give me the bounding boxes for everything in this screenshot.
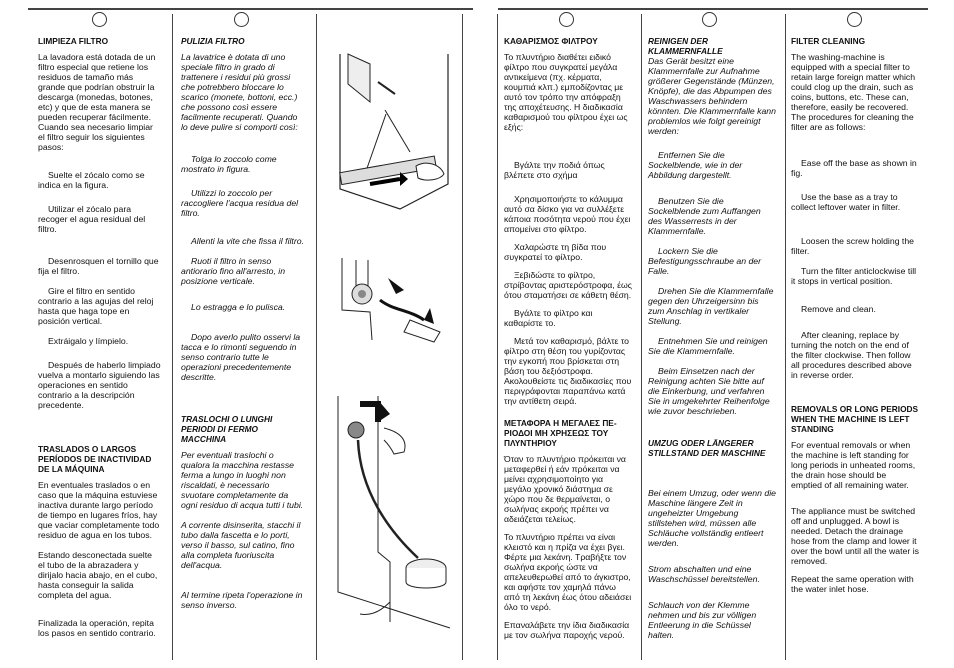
step-text: Después de haberlo limpiado vuelva a montarlo siguiendo las operaciones en sentido contrario a la descripción precedente.	[38, 360, 161, 410]
step-text: Ease off the base as shown in fig.	[791, 158, 917, 178]
body-text: Schlauch von der Klemme nehmen und bis zur völligen Entleerung in die Schüssel halten.	[648, 600, 757, 640]
header-bar-left	[28, 8, 473, 10]
step-text: Ξεβιδώστε το φίλτρο, στρίβοντας αριστερόστροφα, έως ότου σταματήσει σε κάθετη θέση.	[504, 270, 632, 300]
header-bar-right	[498, 8, 928, 10]
body-text: Estando desconectada suelte el tubo de la abrazadera y dirijalo hacia abajo, en el cubo, hasta conseguir la salida completa del agua.	[38, 550, 158, 600]
intro-text: The washing-machine is equipped with a special filter to retain large foreign matter which could clog up the drain, such as coins, buttons, etc. These can, therefore, easily be recovered. The procedures for cleaning the filter are as follows:	[791, 52, 916, 132]
step-text: Loosen the screw holding the filter.	[791, 236, 915, 256]
section-title: FILTER CLEANING	[791, 36, 866, 46]
body-text: Finalizada la operación, repita los pasos en sentido contrario.	[38, 618, 156, 638]
step-text: Βγάλτε το φίλτρο και καθαρίστε το.	[504, 308, 593, 328]
step-text: Remove and clean.	[801, 304, 876, 314]
language-circle-gr	[559, 12, 574, 27]
step-text: Χαλαρώστε τη βίδα που συγκρατεί το φίλτρο.	[504, 242, 607, 262]
step-text: Tolga lo zoccolo come mostrato in figura.	[181, 154, 277, 174]
illustration-unscrew-filter	[330, 250, 450, 350]
language-circle-de	[702, 12, 717, 27]
step-text: Dopo averlo pulito osservi la tacca e lo rimonti seguendo in senso contrario tutte le operazioni precedentemente descritte.	[181, 332, 301, 382]
section-title: REINIGEN DER KLAMMERNFALLE	[648, 36, 723, 56]
column-en	[791, 36, 919, 606]
divider	[785, 14, 786, 660]
step-text: Drehen Sie die Klammernfalle gegen den Uhrzeigersinn bis zum Anschlag in vertikaler Stellung.	[648, 286, 774, 326]
step-text: Χρησιμοποιήστε το κάλυμμα αυτό σα δίσκο για να συλλέξετε κάποια ποσότητα νερού που έχει απομείνει στο φίλτρο.	[504, 194, 631, 234]
body-text: Repeat the same operation with the water inlet hose.	[791, 574, 914, 594]
language-circle-es	[92, 12, 107, 27]
section-title: LIMPIEZA FILTRO	[38, 36, 109, 46]
body-text: For eventual removals or when the machine is left standing for long periods in unheated rooms, the drain hose should be emptied of all remaining water.	[791, 440, 916, 490]
step-text: Suelte el zócalo como se indica en la figura.	[38, 170, 145, 190]
column-gr	[504, 36, 632, 652]
step-text: Gire el filtro en sentido contrario a las agujas del reloj hasta que haga tope en posición vertical.	[38, 286, 154, 326]
intro-text: La lavatrice è dotata di uno speciale filtro in grado di trattenere i residui più grossi che potrebbero bloccare lo scarico (monete, bottoni, ecc.) che possono così essere facilmente recuperati. Quando lo deve pulire si comporti così:	[181, 52, 298, 132]
intro-text: La lavadora está dotada de un filtro especial que retiene los residuos de tamaño más grande que podrían obstruir la descarga (monedas, botones, etc) y que de esta manera se pueden recuperar fácilmente. Cuando sea necesario limpiar el filtro seguir los siguientes pasos:	[38, 52, 156, 152]
body-text: Επαναλάβετε την ίδια διαδικασία με τον σωλήνα παροχής νερού.	[504, 620, 630, 640]
step-text: Lockern Sie die Befestigungsschraube an der Falle.	[648, 246, 762, 276]
section-title: TRASLADOS O LARGOS PERÍODOS DE INACTIVIDAD DE LA MÁQUINA	[38, 444, 152, 474]
step-text: Allenti la vite che fissa il filtro.	[191, 236, 304, 246]
divider	[172, 14, 173, 660]
step-text: Utilizzi lo zoccolo per raccogliere l'acqua residua del filtro.	[181, 188, 299, 218]
illustration-drain-hose	[330, 392, 452, 632]
body-text: En eventuales traslados o en caso que la máquina estuviese inactiva durante largo período de tiempo en lugares fríos, hay que vaciar completamente todo residuo de agua en los tubos.	[38, 480, 160, 540]
step-text: Entfernen Sie die Sockelblende, wie in der Abbildung dargestellt.	[648, 150, 743, 180]
language-circle-en	[847, 12, 862, 27]
body-text: Όταν το πλυντήριο πρόκειται να μεταφερθεί ή εάν πρόκειται να μείνει αχρησιμοποίητο για μεγάλο χρονικό διάστημα σε χώρο που δε θερμαίνεται, ο σωλήνας εκροής πρέπει να αδειάζεται τελείως.	[504, 454, 626, 524]
intro-text: Το πλυντήριο διαθέτει ειδικό φίλτρο που συγκρατεί μεγάλα αντικείμενα (πχ. κέρματα, κουμπιά κλπ.) εμποδίζοντας με αυτό τον τρόπο την απόφραξη της αποχέτευσης. Η διαδικασία καθαρισμού του φίλτρου έχει ως εξής:	[504, 52, 628, 132]
step-text: Βγάλτε την ποδιά όπως βλέπετε στο σχήμα	[504, 160, 605, 180]
step-text: Ruoti il filtro in senso antiorario fino all'arresto, in posizione verticale.	[181, 256, 286, 286]
section-title: ΚΑΘΑΡΙΣΜΟΣ ΦΙΛΤΡΟΥ	[504, 36, 598, 46]
step-text: Utilizar el zócalo para recoger el agua residual del filtro.	[38, 204, 146, 234]
language-circle-it	[234, 12, 249, 27]
column-es	[38, 36, 161, 650]
illustration-remove-base	[330, 24, 452, 210]
step-text: Beim Einsetzen nach der Reinigung achten Sie bitte auf die Einkerbung, und verfahren Sie in umgekehrter Reihenfolge wie zuvor beschrieben.	[648, 366, 770, 416]
step-text: Μετά τον καθαρισμό, βάλτε το φίλτρο στη θέση του γυρίζοντας την εγκοπή που βρίσκεται στη βάση του δεξιόστροφα. Ακολουθείστε τις διαδικασίες που περιγράφονται παραπάνω κατά την αντίθετη σειρά.	[504, 336, 632, 406]
section-title: ΜΕΤΑΦΟΡΑ Η ΜΕΓΑΛΕΣ ΠΕ-ΡΙΟΔΟΙ ΜΗ ΧΡΗΣΕΩΣ ΤΟΥ ΠΛΥΝΤΗΡΙΟΥ	[504, 418, 617, 448]
section-title: TRASLOCHI O LUNGHI PERIODI DI FERMO MACCHINA	[181, 414, 273, 444]
step-text: After cleaning, replace by turning the notch on the end of the filter clockwise. Then follow all procedures described above in reverse order.	[791, 330, 912, 380]
step-text: Benutzen Sie die Sockelblende zum Auffangen des Wasserrests in der Klammernfalle.	[648, 196, 761, 236]
section-title: REMOVALS OR LONG PERIODS WHEN THE MACHINE IS LEFT STANDING	[791, 404, 919, 434]
step-text: Turn the filter anticlockwise till it stops in vertical position.	[791, 266, 917, 286]
column-de	[648, 36, 776, 652]
body-text: Al termine ripeta l'operazione in senso inverso.	[181, 590, 303, 610]
column-it	[181, 36, 305, 622]
intro-text: Das Gerät besitzt eine Klammernfalle zur Aufnahme größerer Gegenstände (Münzen, Knöpfe), die das Abpumpen des Waschwassers behindern könnten. Die Klammernfalle kann problemlos wie folgt gereinigt werden:	[648, 56, 776, 136]
divider	[497, 14, 498, 660]
body-text: Strom abschalten und eine Waschschüssel bereitstellen.	[648, 564, 760, 584]
body-text: The appliance must be switched off and unplugged. A bowl is needed. Detach the drainage hose from the clamp and lower it over the bowl until all the water is removed.	[791, 506, 919, 566]
step-text: Entnehmen Sie und reinigen Sie die Klammernfalle.	[648, 336, 768, 356]
section-title: PULIZIA FILTRO	[181, 36, 245, 46]
divider	[316, 14, 317, 660]
body-text: Bei einem Umzug, oder wenn die Maschine längere Zeit in ungeheizter Umgebung stillstehen wird, müssen alle Schläuche vollständig entleert werden.	[648, 488, 776, 548]
divider	[641, 14, 642, 660]
body-text: Per eventuali traslochi o qualora la macchina restasse ferma a lungo in luoghi non riscaldati, è necessario svuotare completamente da ogni residuo di acqua tutti i tubi.	[181, 450, 304, 510]
step-text: Extráigalo y límpielo.	[48, 336, 129, 346]
step-text: Lo estragga e lo pulisca.	[191, 302, 286, 312]
divider	[462, 14, 463, 660]
step-text: Use the base as a tray to collect leftover water in filter.	[791, 192, 901, 212]
body-text: A corrente disinserita, stacchi il tubo dalla fascetta e lo porti, verso il basso, sul catino, fino alla completa fuoriuscita dell'acqua.	[181, 520, 301, 570]
step-text: Desenrosquen el tornillo que fija el filtro.	[38, 256, 159, 276]
section-title: UMZUG ODER LÄNGERER STILLSTAND DER MASCHINE	[648, 438, 766, 458]
body-text: Το πλυντήριο πρέπει να είναι κλειστό και η πρίζα να έχει βγει. Φέρτε μια λεκάνη. Τραβήξτε τον σωλήνα εκροής ώστε να απελευθερωθεί από το άγκιστρο, και αφήστε τον χαμηλά πάνω από τη λεκάνη έως ότου αδειάσει όλο το νερό.	[504, 532, 632, 612]
